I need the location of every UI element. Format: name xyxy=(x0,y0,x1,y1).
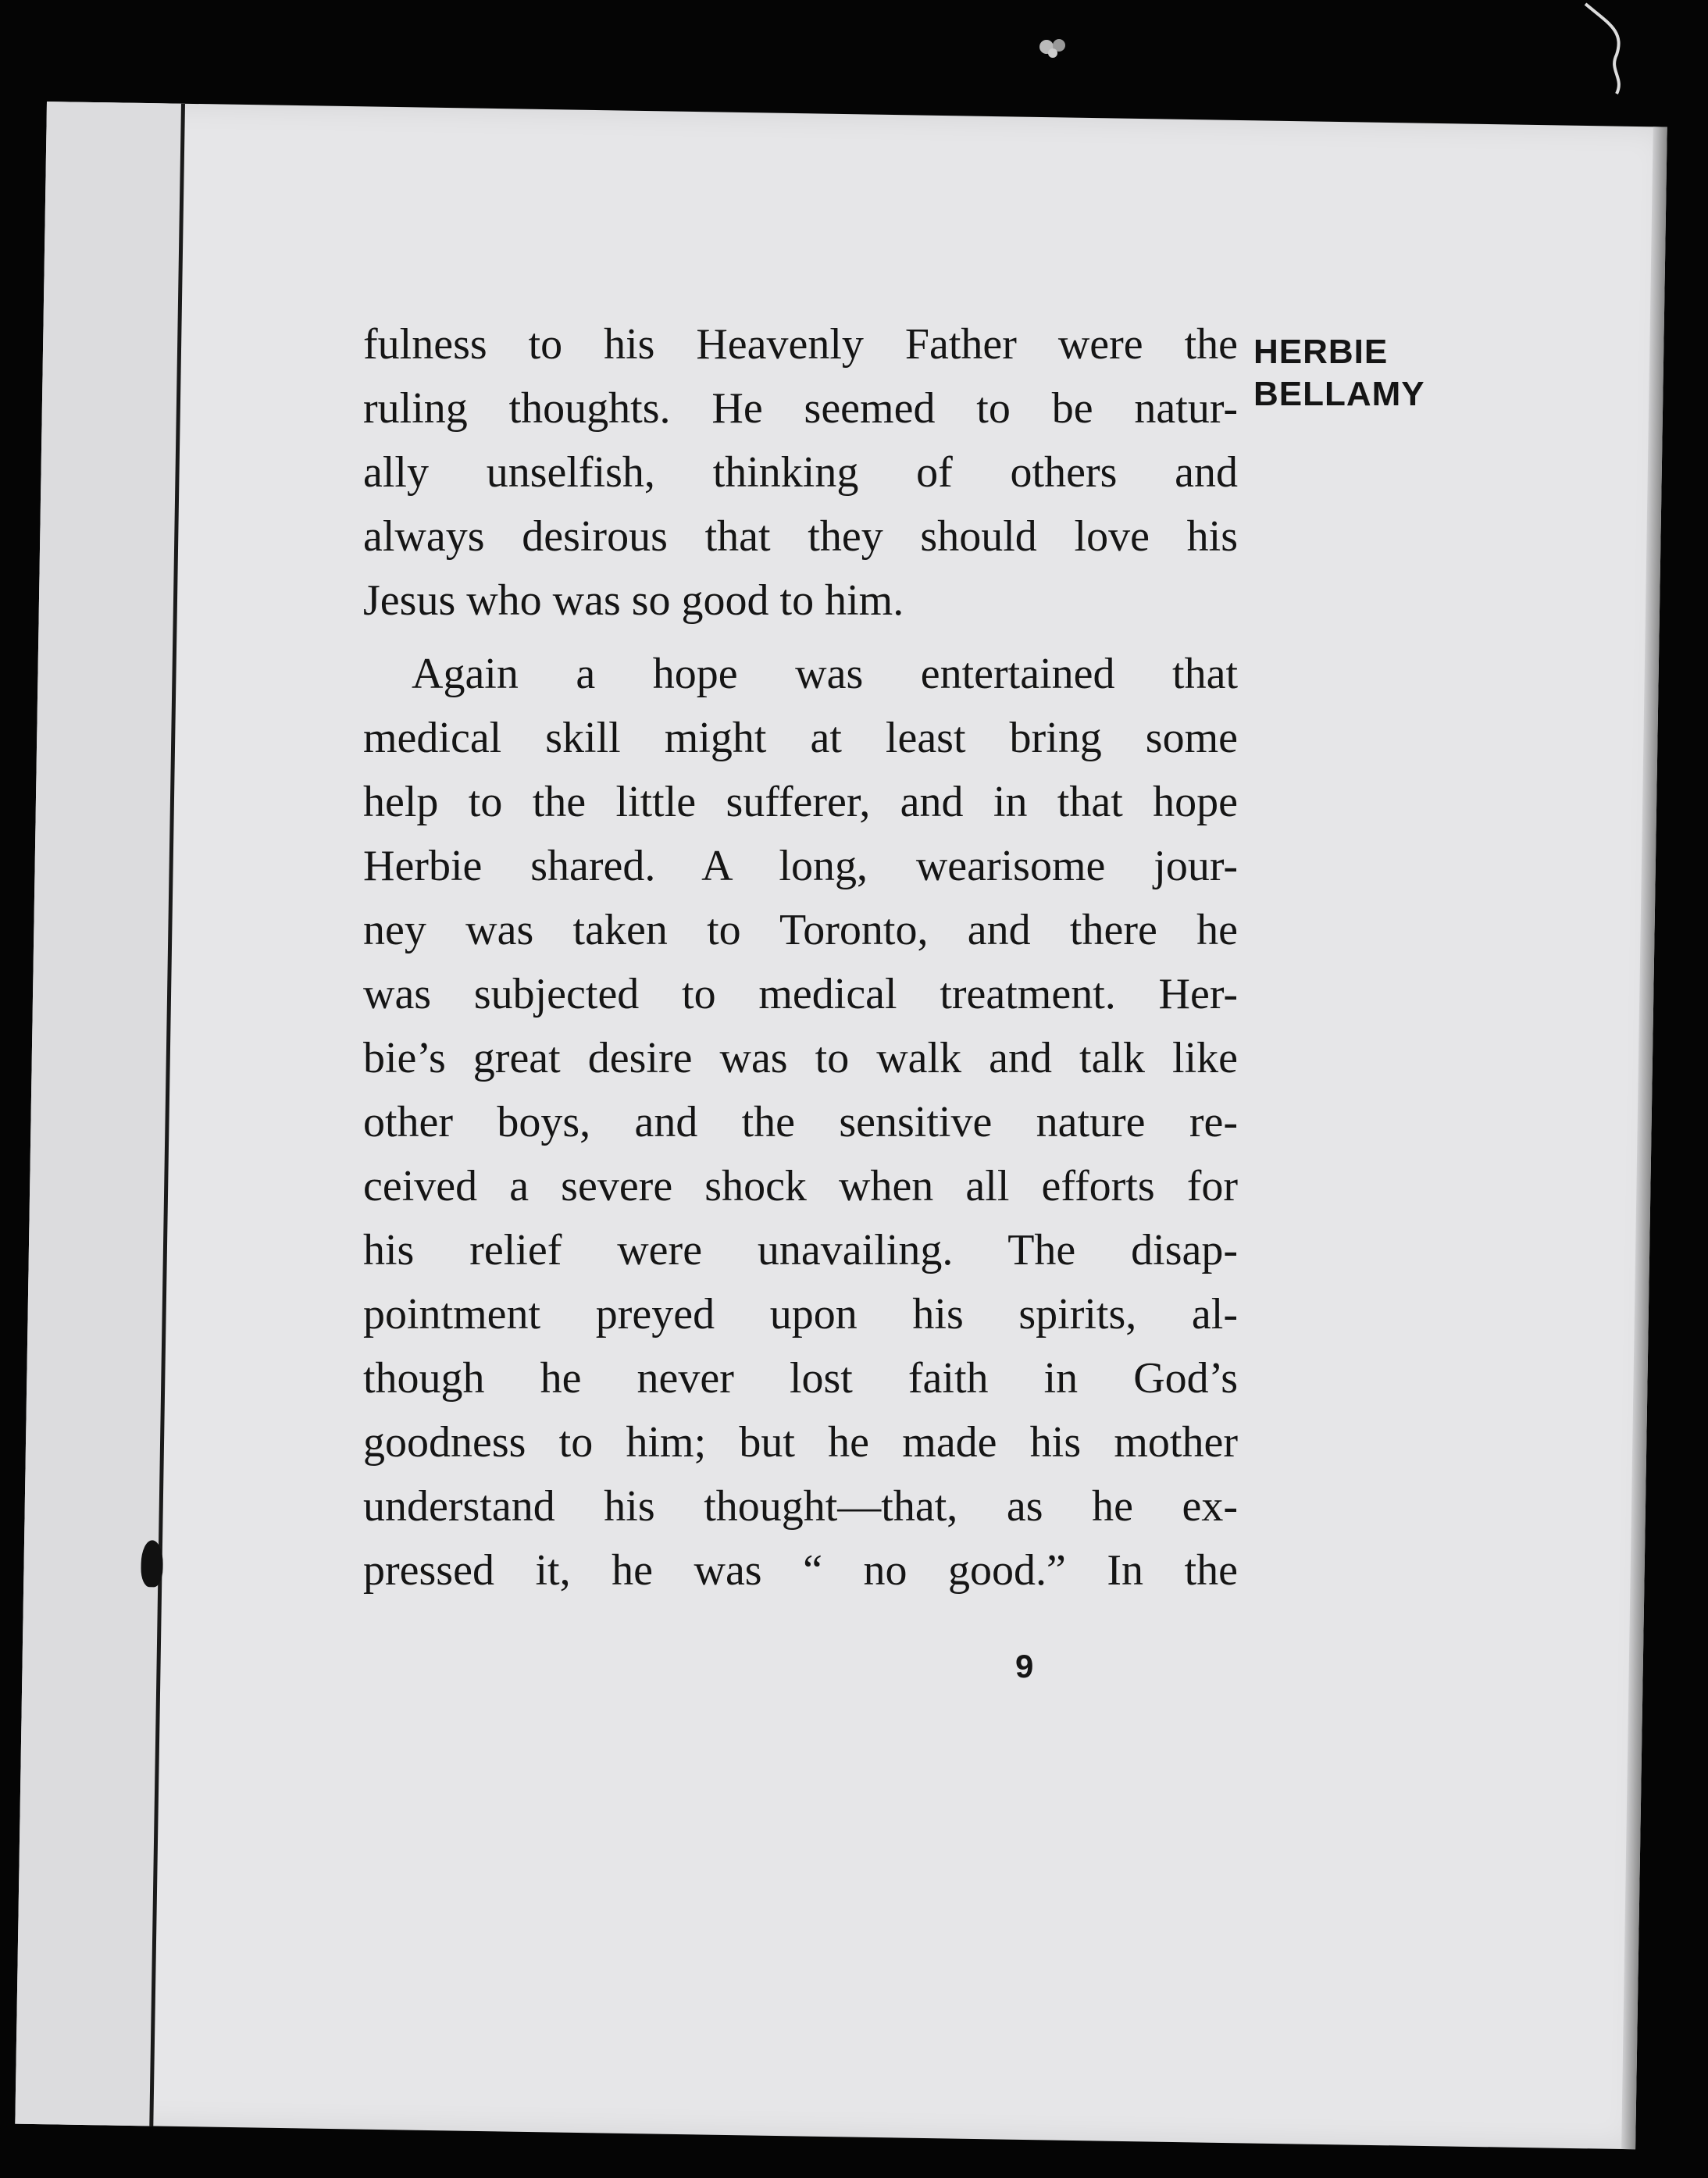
text-line: Herbie shared. A long, wearisome jour- xyxy=(363,842,1238,890)
text-line: other boys, and the sensitive nature re- xyxy=(363,1098,1238,1146)
text-line: though he never lost faith in God’s xyxy=(363,1354,1238,1403)
paragraph-1 xyxy=(363,312,1238,633)
running-head xyxy=(1253,332,1425,415)
text-line: understand his thought—that, as he ex- xyxy=(363,1482,1238,1531)
text-line: medical skill might at least bring some xyxy=(363,714,1238,762)
text-line: Jesus who was so good to him. xyxy=(363,576,904,625)
text-line: fulness to his Heavenly Father were the xyxy=(363,320,1238,369)
text-line: was subjected to medical treatment. Her- xyxy=(363,970,1238,1018)
paragraph-2 xyxy=(363,642,1238,1602)
text-line: ally unselfish, thinking of others and xyxy=(363,448,1238,497)
text-line: Again a hope was entertained that xyxy=(412,650,1238,698)
facing-page-edge xyxy=(15,102,185,2126)
text-line: his relief were unavailing. The disap- xyxy=(363,1226,1238,1274)
ornament-icon xyxy=(1031,31,1078,62)
text-line: bie’s great desire was to walk and talk like xyxy=(363,1034,1238,1082)
text-line: ruling thoughts. He seemed to be natur- xyxy=(363,384,1238,433)
text-line: always desirous that they should love his xyxy=(363,512,1238,561)
text-line: pointment preyed upon his spirits, al- xyxy=(363,1290,1238,1339)
text-line: pressed it, he was “ no good.” In the xyxy=(363,1546,1238,1595)
page-curl-icon xyxy=(1570,0,1640,102)
running-head-line-2: BELLAMY xyxy=(1253,375,1425,413)
text-line: goodness to him; but he made his mother xyxy=(363,1418,1238,1467)
running-head-line-1: HERBIE xyxy=(1253,333,1389,371)
text-line: ney was taken to Toronto, and there he xyxy=(363,906,1238,954)
text-line: help to the little sufferer, and in that hope xyxy=(363,778,1238,826)
page-number: 9 xyxy=(1015,1648,1034,1684)
binding-mark xyxy=(141,1540,163,1587)
body-text xyxy=(363,312,1238,1602)
page-edge-shadow xyxy=(1621,127,1667,2149)
text-line: ceived a severe shock when all efforts for xyxy=(363,1162,1238,1210)
